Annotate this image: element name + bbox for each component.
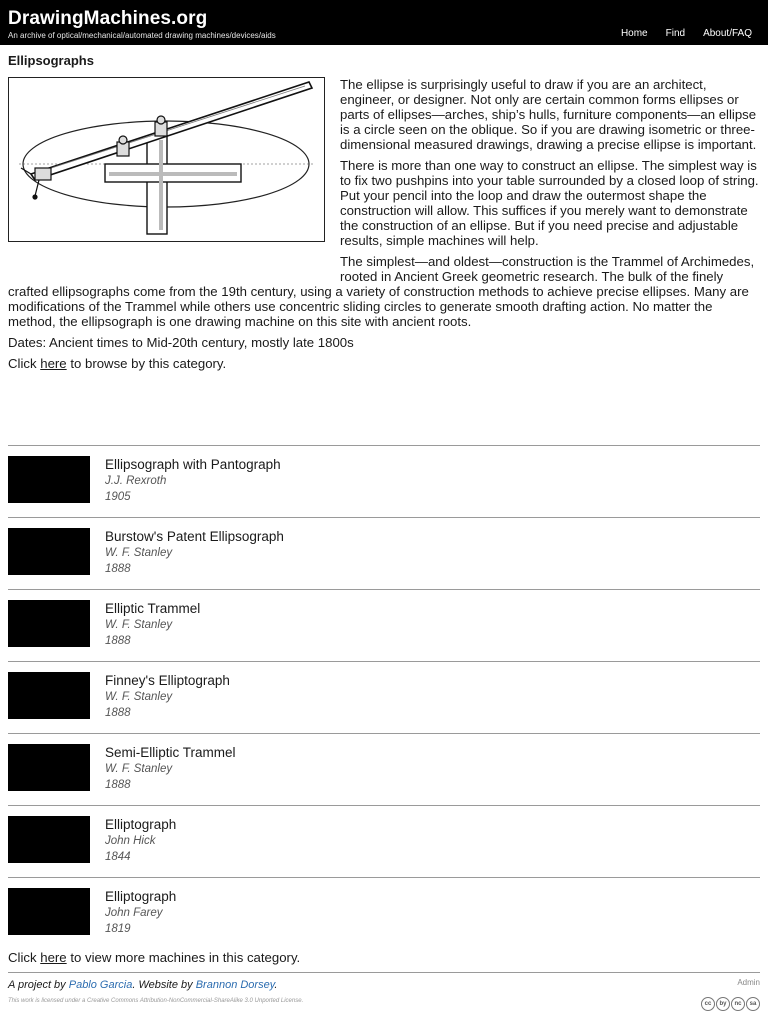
machine-list-item[interactable]	[8, 661, 760, 733]
machine-maker: John Farey	[105, 907, 163, 919]
machine-list-item[interactable]	[8, 805, 760, 877]
machine-year: 1888	[105, 635, 131, 647]
machine-name[interactable]: Ellipsograph with Pantograph	[105, 457, 281, 472]
site-tagline: An archive of optical/mechanical/automated drawing machines/devices/aids	[8, 31, 276, 40]
machine-thumbnail[interactable]	[8, 672, 90, 719]
machine-year: 1844	[105, 851, 131, 863]
author-link[interactable]: Pablo Garcia	[68, 979, 133, 991]
machine-name[interactable]: Elliptograph	[105, 889, 177, 904]
machine-list-item[interactable]	[8, 877, 760, 949]
machine-maker: W. F. Stanley	[105, 619, 173, 631]
machine-name[interactable]: Burstow's Patent Ellipsograph	[105, 529, 284, 544]
view-more-line: Click here to view more machines in this category.	[8, 950, 301, 965]
machine-year: 1888	[105, 779, 131, 791]
cc-license-badge[interactable]	[701, 997, 760, 1011]
site-header	[0, 0, 768, 45]
footer-credits: A project by Pablo Garcia. Website by Brannon Dorsey.	[8, 979, 278, 991]
view-more-link[interactable]: here	[40, 950, 67, 965]
license-text[interactable]: This work is licensed under a Creative Commons Attribution-NonCommercial-ShareAlike 3.0 Unported License.	[8, 998, 304, 1004]
intro-paragraph-2: There is more than one way to construct an ellipse. The simplest way is to fix two pushpins into your table surrounded by a closed loop of string. Put your pencil into the loop and draw the outermost shape the construction will allow. This suffices if you merely want to demonstrate the construction of an ellipse. But if you need precise and adjustable results, simple machines will help.	[340, 158, 759, 248]
footer-divider	[8, 972, 760, 973]
browse-category-line: Click here to browse by this category.	[8, 356, 227, 371]
admin-link[interactable]: Admin	[737, 978, 760, 987]
machine-list	[8, 445, 760, 949]
browse-category-link[interactable]: here	[40, 356, 67, 371]
intro-paragraph-3: The simplest—and oldest—construction is the Trammel of Archimedes, rooted in Ancient Greek geometric research. The bulk of the finely crafted ellipsographs come from the 19th century, using a variety of construction methods to achieve precise ellipses. Many are modifications of the Trammel while others use concentric sliding circles to generate smooth drafting action. No matter the method, the ellipsograph is one drawing machine on this site with ancient roots.	[8, 254, 755, 329]
site-logo[interactable]: DrawingMachines.org	[8, 8, 208, 29]
machine-thumbnail[interactable]	[8, 528, 90, 575]
nav-find-link[interactable]: Find	[665, 28, 686, 39]
attribution-icon: by	[716, 997, 730, 1011]
machine-year: 1819	[105, 923, 131, 935]
nav-about-link[interactable]: About/FAQ	[703, 28, 752, 39]
machine-thumbnail[interactable]	[8, 600, 90, 647]
page-title: Ellipsographs	[8, 53, 94, 68]
top-nav	[621, 28, 752, 39]
noncommercial-icon: nc	[731, 997, 745, 1011]
date-range: Dates: Ancient times to Mid-20th century, mostly late 1800s	[8, 335, 354, 350]
machine-thumbnail[interactable]	[8, 744, 90, 791]
machine-thumbnail[interactable]	[8, 456, 90, 503]
machine-name[interactable]: Elliptic Trammel	[105, 601, 201, 616]
machine-list-item[interactable]	[8, 733, 760, 805]
machine-maker: J.J. Rexroth	[105, 475, 167, 487]
category-intro	[8, 77, 760, 377]
nav-home-link[interactable]: Home	[620, 28, 648, 39]
machine-thumbnail[interactable]	[8, 816, 90, 863]
machine-name[interactable]: Semi-Elliptic Trammel	[105, 745, 236, 760]
sharealike-icon: sa	[746, 997, 760, 1011]
machine-thumbnail[interactable]	[8, 888, 90, 935]
machine-name[interactable]: Elliptograph	[105, 817, 177, 832]
machine-year: 1905	[105, 491, 131, 503]
cc-icon: cc	[701, 997, 715, 1011]
machine-maker: John Hick	[105, 835, 156, 847]
machine-list-item[interactable]	[8, 445, 760, 517]
machine-year: 1888	[105, 707, 131, 719]
intro-paragraph-1: The ellipse is surprisingly useful to draw if you are an architect, engineer, or designer. Not only are certain common forms ellipses or parts of ellipses—arches, ship’s hulls, furniture components—an ellipse is a circle seen on the oblique. So if you are drawing isometric or three-dimensional measured drawings, drawing a precise ellipse is important.	[340, 77, 757, 152]
machine-name[interactable]: Finney's Elliptograph	[105, 673, 230, 688]
machine-maker: W. F. Stanley	[105, 691, 173, 703]
machine-maker: W. F. Stanley	[105, 763, 173, 775]
machine-year: 1888	[105, 563, 131, 575]
machine-list-item[interactable]	[8, 589, 760, 661]
developer-link[interactable]: Brannon Dorsey	[195, 979, 275, 991]
machine-maker: W. F. Stanley	[105, 547, 173, 559]
machine-list-item[interactable]	[8, 517, 760, 589]
